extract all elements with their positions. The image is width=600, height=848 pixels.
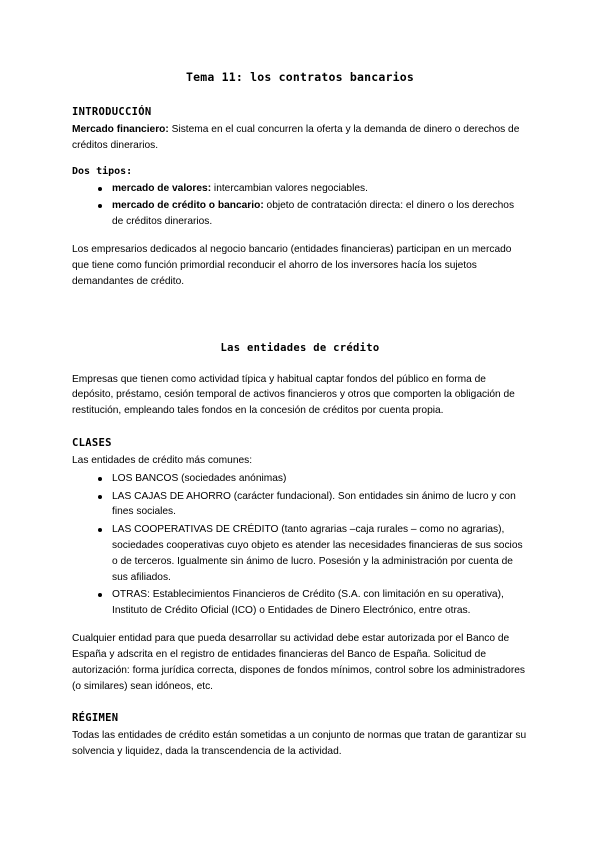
bullet-label: mercado de valores: (112, 182, 212, 194)
list-item (98, 181, 528, 197)
list-item: LAS CAJAS DE AHORRO (carácter fundacional). Son entidades sin ánimo de lucro y con fines sociales. (98, 489, 528, 521)
section-heading-clases: CLASES (72, 436, 112, 449)
mercado-financiero-label: Mercado financiero: (72, 124, 169, 135)
list-item: OTRAS: Establecimientos Financieros de Crédito (S.A. con limitación en su operativa), Instituto de Crédito Oficial (ICO) o Entidades de Dinero Electrónico, entre otras. (98, 587, 528, 619)
list-item: LOS BANCOS (sociedades anónimas) (98, 471, 528, 487)
dos-tipos-label: Dos tipos: (72, 165, 133, 177)
section-heading-regimen: RÉGIMEN (72, 712, 119, 725)
clases-bullet-list (72, 471, 528, 619)
intro-bullet-list (72, 181, 528, 230)
intro-closing-paragraph: Los empresarios dedicados al negocio bancario (entidades financieras) participan en un mercado que tiene como función primordial reconducir el ahorro de los inversores hacía los sujetos demandantes de crédito. (72, 244, 512, 287)
entidades-credito-paragraph: Empresas que tienen como actividad típica y habitual captar fondos del público en forma de depósito, préstamo, cesión temporal de activos financieros y otros que comporten la obligación de restitución, empleando tales fondos en la concesión de créditos por cuenta propia. (72, 373, 515, 417)
regimen-paragraph: Todas las entidades de crédito están sometidas a un conjunto de normas que tratan de garantizar su solvencia y liquidez, dada la transcendencia de la actividad. (72, 730, 527, 758)
mercado-financiero-text: Sistema en el cual concurren la oferta y la demanda de dinero o derechos de créditos dinerarios. (72, 124, 520, 151)
clases-lead: Las entidades de crédito más comunes: (72, 454, 253, 466)
clases-closing-paragraph: Cualquier entidad para que pueda desarrollar su actividad debe estar autorizada por el Banco de España y adscrita en el registro de entidades financieras del Banco de España. Solicitud de autorización: forma jurídica correcta, dispones de fondos mínimos, control sobre los administradores (o similares) sean idóneos, etc. (72, 633, 525, 692)
intro-paragraph (72, 122, 528, 154)
bullet-label: mercado de crédito o bancario: (112, 200, 264, 212)
section-heading-entidades-credito: Las entidades de crédito (220, 341, 380, 354)
list-item (98, 198, 528, 230)
section-heading-introduccion: INTRODUCCIÓN (72, 106, 152, 118)
bullet-text: intercambian valores negociables. (211, 182, 368, 194)
page-title: Tema 11: los contratos bancarios (186, 70, 414, 84)
list-item: LAS COOPERATIVAS DE CRÉDITO (tanto agrarias –caja rurales – como no agrarias), sociedades cooperativas cuyo objeto es atender las necesidades financieras de sus socios o de terceros. Igualmente sin ánimo de lucro. Posesión y la administración por cuenta de sus afiliados. (98, 522, 528, 585)
bullet-text: objeto de contratación directa: el dinero o los derechos de créditos dinerarios. (112, 200, 515, 228)
